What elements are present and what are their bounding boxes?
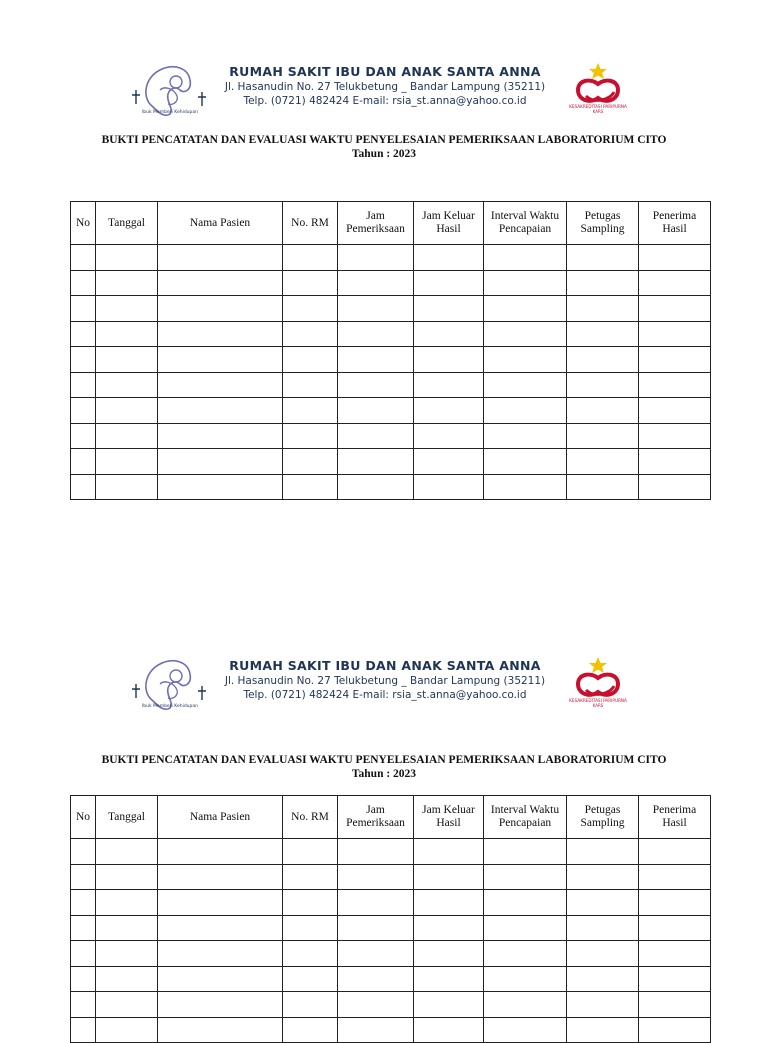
table-body bbox=[71, 245, 711, 500]
logo-caption-2: KARS bbox=[592, 109, 604, 114]
table-cell bbox=[158, 372, 283, 398]
lab-cito-table bbox=[70, 795, 711, 1043]
table-header-row bbox=[71, 202, 711, 245]
table-cell bbox=[639, 864, 711, 890]
table-cell bbox=[158, 839, 283, 865]
table-cell bbox=[639, 966, 711, 992]
table-cell bbox=[71, 270, 96, 296]
col-penerima-hasil: Penerima Hasil bbox=[639, 796, 711, 839]
table-cell bbox=[484, 398, 567, 424]
table-cell bbox=[414, 474, 484, 500]
table-cell bbox=[414, 864, 484, 890]
table-cell bbox=[158, 245, 283, 271]
col-no: No bbox=[71, 796, 96, 839]
col-jam-pemeriksaan: Jam Pemeriksaan bbox=[338, 796, 414, 839]
table-cell bbox=[567, 449, 639, 475]
table-cell bbox=[283, 966, 338, 992]
table-cell bbox=[338, 423, 414, 449]
table-cell bbox=[71, 372, 96, 398]
table-cell bbox=[639, 474, 711, 500]
table-cell bbox=[283, 321, 338, 347]
table-cell bbox=[158, 449, 283, 475]
table-cell bbox=[567, 966, 639, 992]
col-tanggal: Tanggal bbox=[96, 202, 158, 245]
table-cell bbox=[567, 347, 639, 373]
table-cell bbox=[71, 474, 96, 500]
table-row bbox=[71, 449, 711, 475]
table-cell bbox=[96, 296, 158, 322]
table-cell bbox=[71, 321, 96, 347]
table-cell bbox=[414, 890, 484, 916]
table-cell bbox=[414, 347, 484, 373]
table-cell bbox=[338, 864, 414, 890]
accreditation-logo-icon bbox=[556, 60, 640, 118]
hospital-address: Jl. Hasanudin No. 27 Telukbetung _ Bandar Lampung (35211) bbox=[224, 81, 546, 93]
table-cell bbox=[639, 839, 711, 865]
col-petugas-sampling: Petugas Sampling bbox=[567, 202, 639, 245]
table-cell bbox=[71, 864, 96, 890]
table-cell bbox=[283, 915, 338, 941]
logo-caption-1: KESAKREDITASI PARIPURNA bbox=[569, 104, 627, 109]
table-cell bbox=[484, 474, 567, 500]
logo-caption-1: KESAKREDITASI PARIPURNA bbox=[569, 698, 627, 703]
col-no: No bbox=[71, 202, 96, 245]
table-cell bbox=[484, 296, 567, 322]
table-cell bbox=[338, 372, 414, 398]
table-cell bbox=[338, 321, 414, 347]
letterhead bbox=[0, 60, 768, 120]
table-cell bbox=[71, 915, 96, 941]
table-cell bbox=[338, 966, 414, 992]
table-cell bbox=[96, 890, 158, 916]
table-cell bbox=[158, 915, 283, 941]
table-cell bbox=[71, 839, 96, 865]
table-cell bbox=[567, 992, 639, 1018]
table-row bbox=[71, 296, 711, 322]
table-cell bbox=[567, 296, 639, 322]
table-cell bbox=[414, 398, 484, 424]
col-no-rm: No. RM bbox=[283, 796, 338, 839]
table-cell bbox=[71, 245, 96, 271]
col-jam-keluar-hasil: Jam Keluar Hasil bbox=[414, 202, 484, 245]
letterhead bbox=[0, 654, 768, 714]
table-row bbox=[71, 890, 711, 916]
table-cell bbox=[567, 915, 639, 941]
table-cell bbox=[567, 270, 639, 296]
table-cell bbox=[484, 966, 567, 992]
table-row bbox=[71, 245, 711, 271]
table-row bbox=[71, 474, 711, 500]
table-row bbox=[71, 1017, 711, 1043]
table-cell bbox=[484, 321, 567, 347]
table-cell bbox=[96, 1017, 158, 1043]
table-cell bbox=[283, 890, 338, 916]
table-cell bbox=[96, 839, 158, 865]
hospital-address: Jl. Hasanudin No. 27 Telukbetung _ Bandar Lampung (35211) bbox=[224, 675, 546, 687]
table-cell bbox=[71, 347, 96, 373]
table-cell bbox=[567, 839, 639, 865]
table-cell bbox=[414, 372, 484, 398]
document-title: BUKTI PENCATATAN DAN EVALUASI WAKTU PENYELESAIAN PEMERIKSAAN LABORATORIUM CITO bbox=[101, 754, 667, 766]
table-row bbox=[71, 372, 711, 398]
table-cell bbox=[484, 245, 567, 271]
hospital-logo-mother-child-icon bbox=[130, 60, 210, 120]
table-row bbox=[71, 839, 711, 865]
table-body bbox=[71, 839, 711, 1043]
logo-motto: Ibuk Memberi Kehidupan bbox=[141, 704, 199, 709]
col-nama-pasien: Nama Pasien bbox=[158, 202, 283, 245]
hospital-name: RUMAH SAKIT IBU DAN ANAK SANTA ANNA bbox=[229, 64, 541, 79]
logo-caption-2: KARS bbox=[592, 703, 604, 708]
table-cell bbox=[71, 449, 96, 475]
table-cell bbox=[484, 992, 567, 1018]
document-title: BUKTI PENCATATAN DAN EVALUASI WAKTU PENYELESAIAN PEMERIKSAAN LABORATORIUM CITO bbox=[101, 134, 667, 146]
table-cell bbox=[338, 915, 414, 941]
table-cell bbox=[414, 941, 484, 967]
table-cell bbox=[96, 992, 158, 1018]
table-cell bbox=[283, 347, 338, 373]
table-cell bbox=[283, 941, 338, 967]
table-cell bbox=[158, 864, 283, 890]
table-cell bbox=[414, 321, 484, 347]
table-cell bbox=[96, 966, 158, 992]
table-cell bbox=[639, 915, 711, 941]
table-cell bbox=[96, 398, 158, 424]
table-cell bbox=[158, 398, 283, 424]
col-interval-waktu: Interval Waktu Pencapaian bbox=[484, 796, 567, 839]
col-jam-keluar-hasil: Jam Keluar Hasil bbox=[414, 796, 484, 839]
table-cell bbox=[414, 839, 484, 865]
table-cell bbox=[283, 449, 338, 475]
table-cell bbox=[96, 347, 158, 373]
table-cell bbox=[484, 864, 567, 890]
col-interval-waktu: Interval Waktu Pencapaian bbox=[484, 202, 567, 245]
table-cell bbox=[639, 296, 711, 322]
hospital-contact: Telp. (0721) 482424 E-mail: rsia_st.anna@yahoo.co.id bbox=[243, 95, 527, 107]
table-cell bbox=[338, 890, 414, 916]
table-cell bbox=[639, 347, 711, 373]
table-cell bbox=[567, 372, 639, 398]
table-cell bbox=[414, 245, 484, 271]
table-cell bbox=[96, 321, 158, 347]
table-cell bbox=[338, 270, 414, 296]
hospital-logo-mother-child-icon bbox=[130, 654, 210, 714]
table-cell bbox=[639, 992, 711, 1018]
table-cell bbox=[484, 372, 567, 398]
table-cell bbox=[158, 890, 283, 916]
table-cell bbox=[71, 423, 96, 449]
table-cell bbox=[283, 398, 338, 424]
table-cell bbox=[639, 321, 711, 347]
document-year: Tahun : 2023 bbox=[351, 148, 417, 160]
table-cell bbox=[484, 890, 567, 916]
table-cell bbox=[283, 864, 338, 890]
col-no-rm: No. RM bbox=[283, 202, 338, 245]
table-cell bbox=[414, 966, 484, 992]
table-cell bbox=[484, 941, 567, 967]
logo-motto: Ibuk Memberi Kehidupan bbox=[141, 110, 199, 115]
accreditation-logo-icon bbox=[556, 654, 640, 712]
table-row bbox=[71, 941, 711, 967]
table-row bbox=[71, 347, 711, 373]
table-cell bbox=[338, 347, 414, 373]
col-penerima-hasil: Penerima Hasil bbox=[639, 202, 711, 245]
table-cell bbox=[338, 296, 414, 322]
lab-cito-table bbox=[70, 201, 711, 500]
table-cell bbox=[283, 992, 338, 1018]
table-cell bbox=[283, 474, 338, 500]
table-cell bbox=[96, 245, 158, 271]
table-cell bbox=[71, 941, 96, 967]
table-cell bbox=[414, 449, 484, 475]
table-cell bbox=[338, 992, 414, 1018]
table-cell bbox=[96, 941, 158, 967]
table-cell bbox=[283, 245, 338, 271]
table-row bbox=[71, 270, 711, 296]
table-cell bbox=[96, 864, 158, 890]
col-nama-pasien: Nama Pasien bbox=[158, 796, 283, 839]
table-row bbox=[71, 864, 711, 890]
table-cell bbox=[158, 296, 283, 322]
table-cell bbox=[484, 449, 567, 475]
table-cell bbox=[158, 941, 283, 967]
table-cell bbox=[567, 941, 639, 967]
table-cell bbox=[71, 398, 96, 424]
table-cell bbox=[158, 474, 283, 500]
table-cell bbox=[71, 1017, 96, 1043]
col-tanggal: Tanggal bbox=[96, 796, 158, 839]
table-cell bbox=[484, 839, 567, 865]
hospital-name: RUMAH SAKIT IBU DAN ANAK SANTA ANNA bbox=[229, 658, 541, 673]
table-cell bbox=[484, 347, 567, 373]
table-cell bbox=[414, 915, 484, 941]
table-cell bbox=[567, 1017, 639, 1043]
table-row bbox=[71, 398, 711, 424]
table-cell bbox=[96, 449, 158, 475]
table-cell bbox=[338, 245, 414, 271]
table-cell bbox=[567, 398, 639, 424]
table-cell bbox=[158, 423, 283, 449]
document-year: Tahun : 2023 bbox=[351, 768, 417, 780]
table-cell bbox=[338, 398, 414, 424]
table-cell bbox=[639, 941, 711, 967]
table-cell bbox=[96, 915, 158, 941]
table-cell bbox=[158, 992, 283, 1018]
table-cell bbox=[639, 890, 711, 916]
table-cell bbox=[567, 890, 639, 916]
table-cell bbox=[338, 1017, 414, 1043]
table-cell bbox=[96, 474, 158, 500]
table-cell bbox=[71, 296, 96, 322]
table-cell bbox=[414, 992, 484, 1018]
table-cell bbox=[96, 372, 158, 398]
table-cell bbox=[283, 270, 338, 296]
table-cell bbox=[338, 449, 414, 475]
table-header-row bbox=[71, 796, 711, 839]
table-row bbox=[71, 966, 711, 992]
table-cell bbox=[414, 296, 484, 322]
table-cell bbox=[338, 839, 414, 865]
table-cell bbox=[96, 423, 158, 449]
table-cell bbox=[567, 245, 639, 271]
table-row bbox=[71, 992, 711, 1018]
table-cell bbox=[639, 270, 711, 296]
table-cell bbox=[283, 423, 338, 449]
table-cell bbox=[639, 372, 711, 398]
col-petugas-sampling: Petugas Sampling bbox=[567, 796, 639, 839]
table-cell bbox=[283, 296, 338, 322]
table-cell bbox=[567, 864, 639, 890]
table-cell bbox=[639, 423, 711, 449]
hospital-contact: Telp. (0721) 482424 E-mail: rsia_st.anna@yahoo.co.id bbox=[243, 689, 527, 701]
table-cell bbox=[283, 1017, 338, 1043]
table-row bbox=[71, 321, 711, 347]
col-jam-pemeriksaan: Jam Pemeriksaan bbox=[338, 202, 414, 245]
table-row bbox=[71, 423, 711, 449]
table-cell bbox=[484, 1017, 567, 1043]
table-cell bbox=[639, 449, 711, 475]
table-cell bbox=[71, 890, 96, 916]
table-cell bbox=[484, 915, 567, 941]
table-cell bbox=[158, 347, 283, 373]
table-cell bbox=[158, 1017, 283, 1043]
table-cell bbox=[639, 245, 711, 271]
table-cell bbox=[567, 474, 639, 500]
table-cell bbox=[414, 1017, 484, 1043]
table-cell bbox=[96, 270, 158, 296]
table-cell bbox=[567, 321, 639, 347]
table-cell bbox=[639, 1017, 711, 1043]
table-cell bbox=[414, 423, 484, 449]
table-cell bbox=[414, 270, 484, 296]
table-cell bbox=[283, 372, 338, 398]
table-cell bbox=[484, 423, 567, 449]
table-cell bbox=[71, 966, 96, 992]
table-cell bbox=[484, 270, 567, 296]
table-cell bbox=[283, 839, 338, 865]
table-cell bbox=[338, 941, 414, 967]
table-cell bbox=[158, 966, 283, 992]
table-cell bbox=[158, 321, 283, 347]
table-cell bbox=[338, 474, 414, 500]
table-cell bbox=[158, 270, 283, 296]
table-row bbox=[71, 915, 711, 941]
table-cell bbox=[639, 398, 711, 424]
table-cell bbox=[567, 423, 639, 449]
table-cell bbox=[71, 992, 96, 1018]
